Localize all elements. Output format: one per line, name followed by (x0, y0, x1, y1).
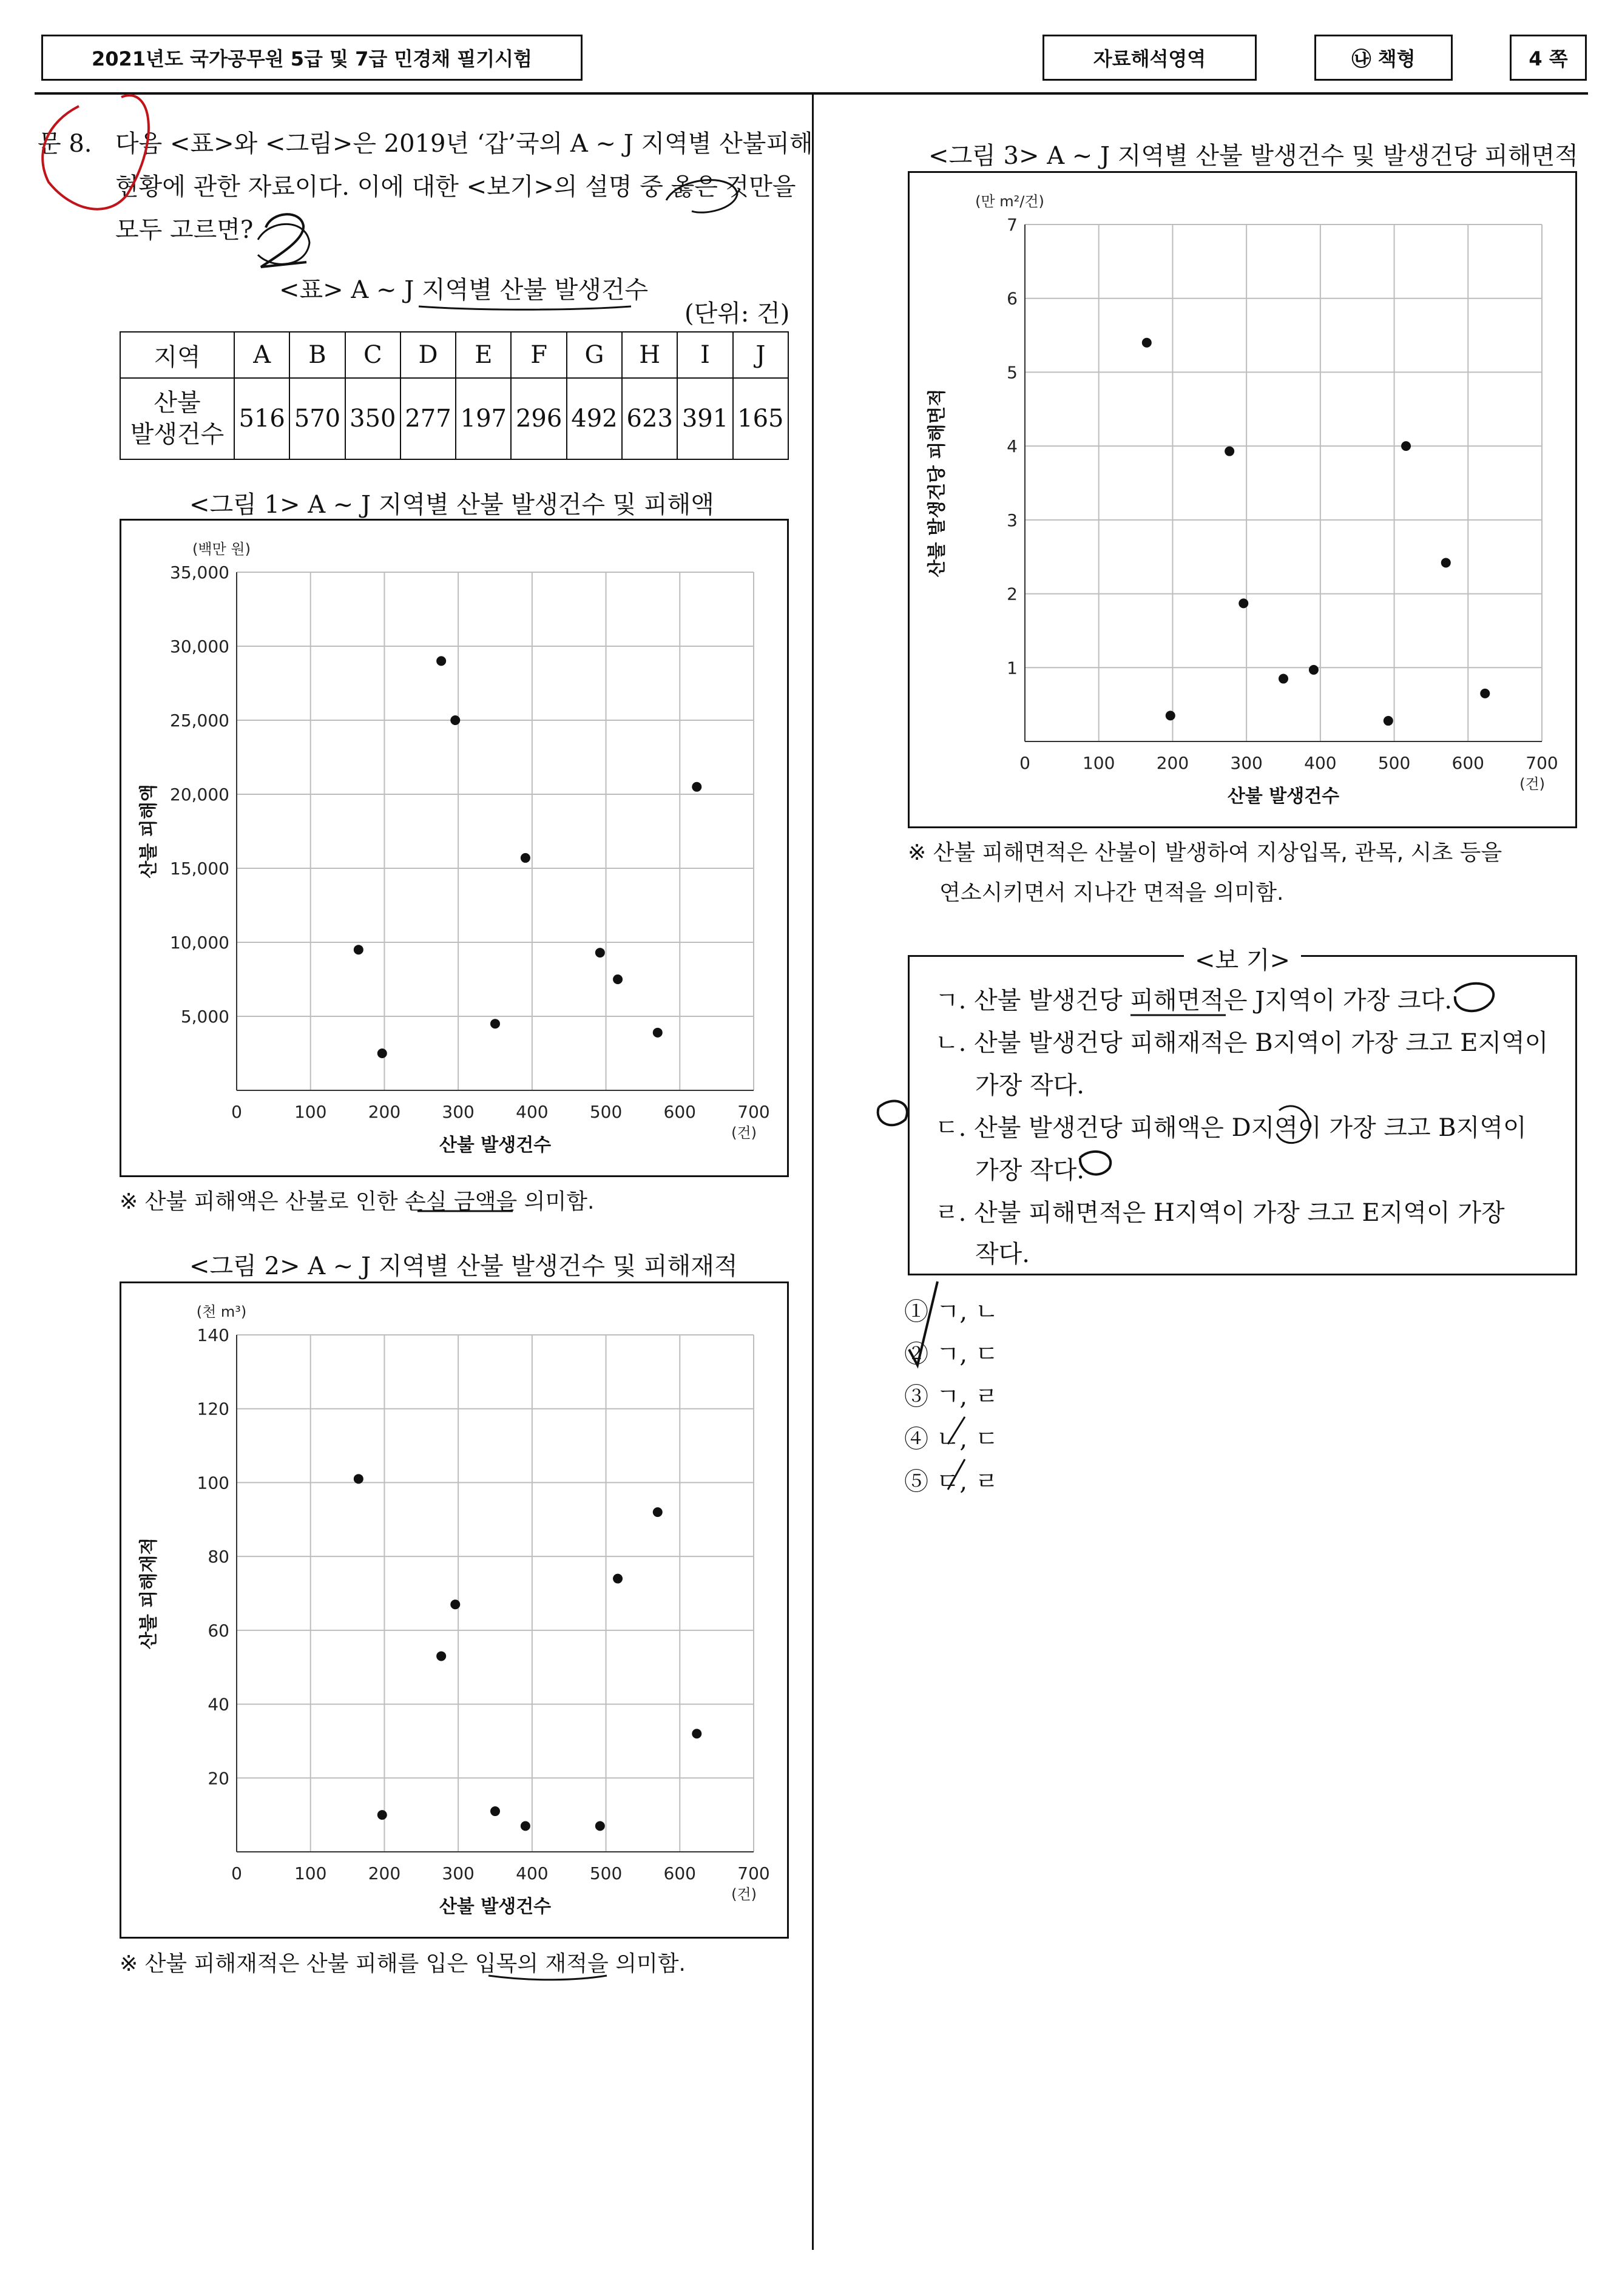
data-point (1142, 338, 1152, 348)
column-divider (812, 95, 814, 2250)
y-tick-label: 3 (1007, 510, 1018, 530)
exam-title-box (41, 35, 583, 81)
bogi-item-2-cont: 가장 작다. (975, 1072, 1084, 1099)
bogi-3-left-circle (878, 1101, 907, 1126)
x-axis-title: 산불 발생건수 (1227, 786, 1340, 807)
y-tick-label: 1 (1007, 658, 1018, 678)
x-tick-label: 200 (1156, 753, 1189, 773)
y-tick-label: 5 (1007, 362, 1018, 383)
data-table (120, 331, 789, 460)
section-box (1042, 35, 1257, 81)
figure-3-note-line-2: 연소시키면서 지나간 면적을 의미함. (939, 880, 1284, 905)
x-tick-label: 200 (368, 1863, 401, 1883)
x-tick-label: 100 (294, 1102, 327, 1122)
x-tick-label: 600 (663, 1102, 697, 1122)
data-point (1166, 711, 1175, 720)
x-tick-label: 0 (1019, 753, 1030, 773)
data-point (490, 1806, 500, 1816)
count-cell: 516 (234, 378, 289, 459)
x-tick-label: 600 (1451, 753, 1485, 773)
y-tick-label: 4 (1007, 436, 1018, 457)
y-tick-label: 5,000 (180, 1007, 229, 1027)
x-tick-label: 600 (663, 1863, 697, 1883)
table-header-label: 지역 (120, 332, 234, 378)
page-number-box (1510, 35, 1587, 81)
count-cell: 623 (622, 378, 677, 459)
data-point (490, 1019, 500, 1028)
count-cell: 350 (345, 378, 400, 459)
y-tick-label: 20 (208, 1768, 229, 1789)
y-tick-label: 80 (208, 1547, 229, 1567)
x-tick-label: 500 (589, 1102, 623, 1122)
x-tick-label: 700 (737, 1863, 770, 1883)
data-point (595, 948, 605, 957)
question-line-1: 다음 <표>와 <그림>은 2019년 ‘갑’국의 A ~ J 지역별 산불피해 (115, 130, 813, 158)
booklet-label: ㉯ 책형 (1351, 47, 1416, 70)
region-header: B (289, 332, 345, 378)
bogi-item-4: ㄹ. 산불 피해면적은 H지역이 가장 크고 E지역이 가장 (935, 1199, 1505, 1227)
row-label-line-1: 산불 (154, 389, 201, 417)
table-caption: <표> A ~ J 지역별 산불 발생건수 (279, 276, 649, 304)
exam-title: 2021년도 국가공무원 5급 및 7급 민경채 필기시험 (92, 47, 532, 70)
data-point (692, 782, 701, 792)
bogi-item-1: ㄱ. 산불 발생건당 피해면적은 J지역이 가장 크다. (935, 987, 1452, 1015)
y-tick-label: 10,000 (170, 933, 229, 953)
data-point (354, 945, 363, 954)
bogi-item-3-cont: 가장 작다. (975, 1156, 1084, 1184)
row-label (120, 378, 234, 459)
y-tick-label: 140 (197, 1325, 229, 1345)
bogi-item-2: ㄴ. 산불 발생건당 피해재적은 B지역이 가장 크고 E지역이 (935, 1029, 1549, 1057)
y-tick-label: 40 (208, 1694, 229, 1715)
header-rule (35, 92, 1588, 95)
row-label-line-2: 발생건수 (130, 420, 225, 448)
x-tick-label: 0 (231, 1102, 242, 1122)
data-point (653, 1507, 663, 1517)
data-point (450, 1599, 460, 1609)
data-point (595, 1821, 605, 1831)
data-point (613, 1574, 623, 1584)
y-tick-label: 60 (208, 1620, 229, 1641)
y-axis-title: 산불 피해재적 (138, 1537, 160, 1650)
option-4[interactable]: ④ ㄴ, ㄷ (904, 1425, 999, 1453)
answer-digit-2 (261, 214, 306, 267)
x-unit-label: (건) (731, 1124, 757, 1141)
data-point (521, 853, 530, 863)
figure-3-plot (910, 173, 1575, 826)
question-number: 문 8. (38, 130, 92, 158)
x-tick-label: 700 (737, 1102, 770, 1122)
x-unit-label: (건) (1519, 775, 1545, 792)
x-tick-label: 100 (1082, 753, 1115, 773)
region-header: E (456, 332, 511, 378)
figure-2-caption: <그림 2> A ~ J 지역별 산불 발생건수 및 피해재적 (189, 1252, 738, 1280)
region-header: A (234, 332, 289, 378)
x-tick-label: 400 (1304, 753, 1337, 773)
count-cell: 391 (677, 378, 732, 459)
count-cell: 296 (511, 378, 566, 459)
x-unit-label: (건) (731, 1886, 757, 1903)
x-tick-label: 100 (294, 1863, 327, 1883)
data-point (653, 1028, 663, 1038)
region-header: G (567, 332, 622, 378)
y-tick-label: 7 (1007, 215, 1018, 235)
data-point (450, 715, 460, 725)
y-tick-label: 30,000 (170, 636, 229, 657)
data-point (1480, 689, 1490, 698)
x-tick-label: 400 (516, 1102, 549, 1122)
bogi-box (908, 947, 1577, 1275)
data-point (377, 1048, 387, 1058)
option-3[interactable]: ③ ㄱ, ㄹ (904, 1383, 999, 1411)
region-header: H (622, 332, 677, 378)
bogi-item-3: ㄷ. 산불 발생건당 피해액은 D지역이 가장 크고 B지역이 (935, 1114, 1527, 1142)
figure-1-chart (120, 519, 789, 1177)
y-tick-label: 25,000 (170, 711, 229, 731)
x-tick-label: 400 (516, 1863, 549, 1883)
x-tick-label: 200 (368, 1102, 401, 1122)
option-2[interactable]: ② ㄱ, ㄷ (904, 1340, 999, 1368)
region-header: I (677, 332, 732, 378)
y-unit-label: (백만 원) (192, 541, 251, 558)
section-label: 자료해석영역 (1093, 47, 1206, 70)
data-point (1238, 598, 1248, 608)
x-tick-label: 500 (1377, 753, 1411, 773)
question-line-2: 현황에 관한 자료이다. 이에 대한 <보기>의 설명 중 옳은 것만을 (115, 173, 796, 201)
count-cell: 165 (733, 378, 788, 459)
data-point (521, 1821, 530, 1831)
page-number: 4 쪽 (1529, 47, 1568, 70)
y-tick-label: 6 (1007, 288, 1018, 309)
figure-3-chart (908, 171, 1577, 828)
data-point (613, 974, 623, 984)
data-point (1225, 447, 1234, 456)
bogi-item-4-cont: 작다. (975, 1240, 1030, 1268)
data-point (1309, 665, 1319, 675)
option-1[interactable]: ① ㄱ, ㄴ (904, 1298, 999, 1326)
data-point (436, 1651, 446, 1661)
data-point (436, 656, 446, 666)
bogi-title: <보 기> (910, 941, 1575, 976)
y-tick-label: 120 (197, 1399, 229, 1419)
x-axis-title: 산불 발생건수 (439, 1896, 552, 1917)
x-tick-label: 0 (231, 1863, 242, 1883)
y-unit-label: (만 m²/건) (975, 193, 1044, 210)
y-unit-label: (천 m³) (196, 1303, 247, 1320)
count-cell: 277 (400, 378, 456, 459)
x-tick-label: 700 (1526, 753, 1558, 773)
question-line-3: 모두 고르면? (115, 216, 254, 244)
data-point (1441, 558, 1451, 567)
y-tick-label: 15,000 (170, 859, 229, 879)
region-header: F (511, 332, 566, 378)
region-header: J (733, 332, 788, 378)
y-axis-title: 산불 발생건당 피해면적 (927, 388, 948, 578)
count-cell: 492 (567, 378, 622, 459)
figure-1-note: ※ 산불 피해액은 산불로 인한 손실 금액을 의미함. (120, 1189, 595, 1214)
figure-3-note-line-1: ※ 산불 피해면적은 산불이 발생하여 지상입목, 관목, 시초 등을 (908, 840, 1502, 865)
figure-2-plot (121, 1283, 787, 1937)
region-header: D (400, 332, 456, 378)
y-tick-label: 100 (197, 1473, 229, 1493)
x-tick-label: 300 (1230, 753, 1263, 773)
y-tick-label: 20,000 (170, 785, 229, 805)
y-tick-label: 2 (1007, 584, 1018, 604)
table-caption-underline (419, 306, 631, 309)
figure-3-caption: <그림 3> A ~ J 지역별 산불 발생건수 및 발생건당 피해면적 (928, 142, 1578, 170)
answer-scribble (258, 224, 309, 264)
option-5[interactable]: ⑤ ㄷ, ㄹ (904, 1468, 999, 1496)
y-tick-label: 35,000 (170, 562, 229, 582)
x-tick-label: 500 (589, 1863, 623, 1883)
region-header: C (345, 332, 400, 378)
x-tick-label: 300 (442, 1102, 475, 1122)
figure-1-caption: <그림 1> A ~ J 지역별 산불 발생건수 및 피해액 (189, 491, 714, 519)
y-axis-title: 산불 피해액 (138, 784, 160, 879)
data-point (1384, 716, 1393, 726)
x-tick-label: 300 (442, 1863, 475, 1883)
table-unit: (단위: 건) (684, 300, 790, 328)
x-axis-title: 산불 발생건수 (439, 1135, 552, 1156)
count-cell: 197 (456, 378, 511, 459)
booklet-box (1314, 35, 1453, 81)
figure-2-note: ※ 산불 피해재적은 산불 피해를 입은 입목의 재적을 의미함. (120, 1951, 686, 1976)
figure-2-chart (120, 1281, 789, 1939)
data-point (692, 1729, 701, 1738)
data-point (1279, 674, 1288, 684)
count-cell: 570 (289, 378, 345, 459)
data-point (377, 1810, 387, 1820)
data-point (1401, 441, 1411, 451)
data-point (354, 1474, 363, 1484)
figure-1-plot (121, 521, 787, 1175)
